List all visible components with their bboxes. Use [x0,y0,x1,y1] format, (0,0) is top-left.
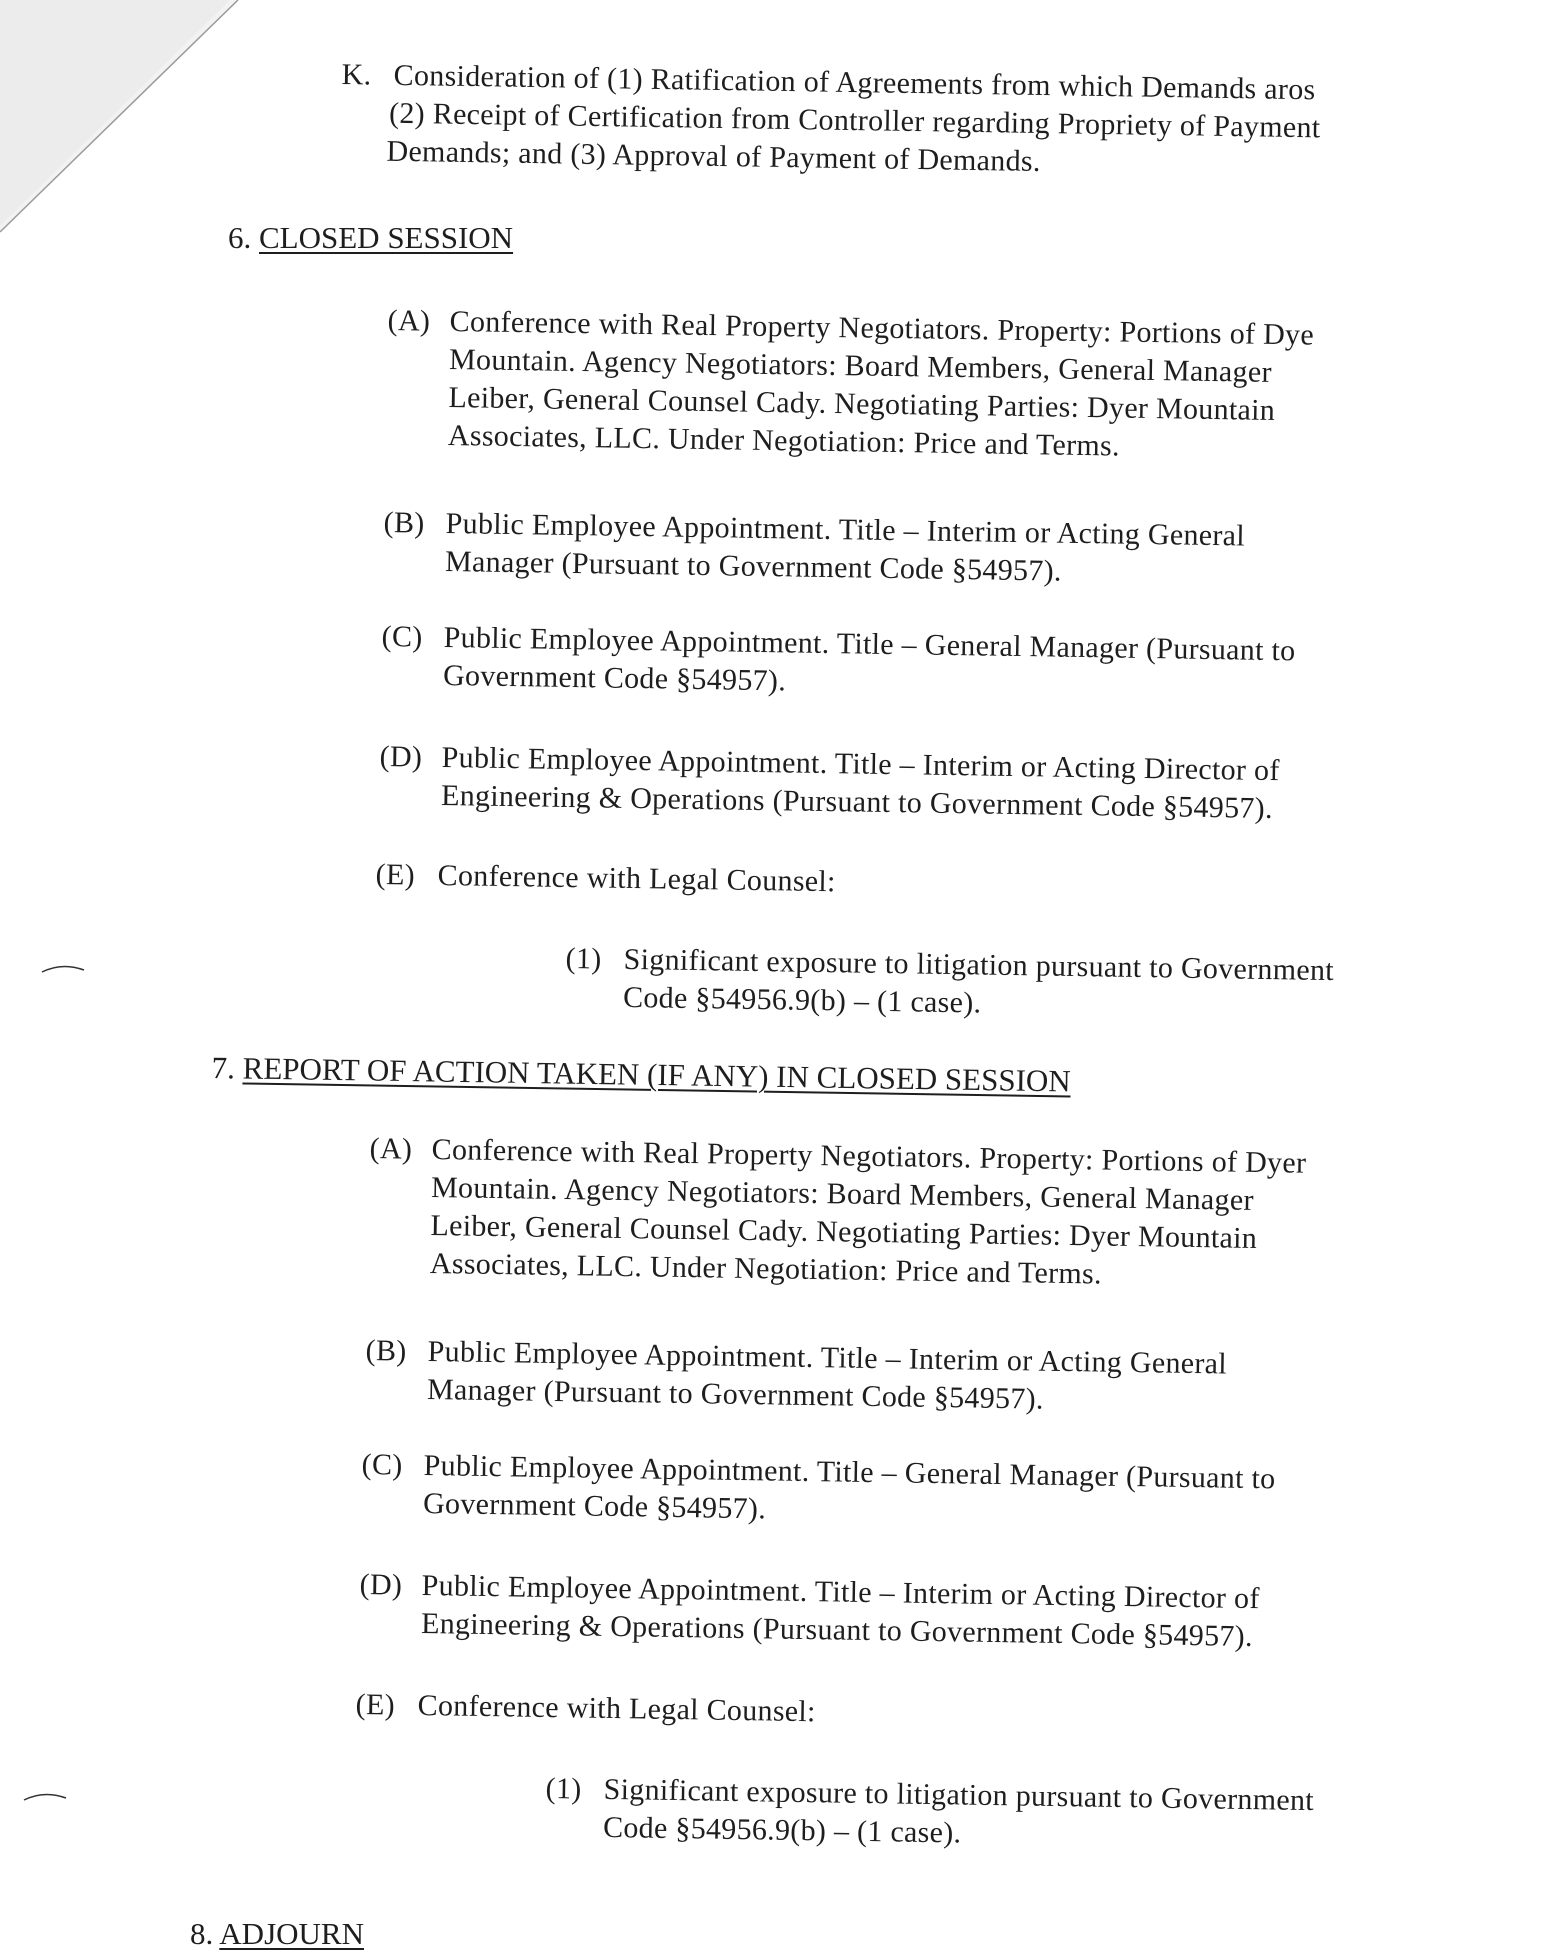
item-line: Conference with Legal Counsel: [437,858,836,899]
item-line: Conference with Real Property Negotiators. Property: Portions of Dyer [431,1132,1307,1180]
item-marker: (E) [375,857,416,892]
item-marker: (A) [369,1131,413,1166]
item-marker: (1) [565,941,602,976]
item-line: Conference with Real Property Negotiators. Property: Portions of Dye [449,304,1315,352]
scan-speck [22,1788,72,1808]
item-line: Conference with Legal Counsel: [417,1688,816,1729]
item-text [417,1687,816,1731]
item-line: Government Code §54957). [422,1486,767,1526]
item-line: Public Employee Appointment. Title – Interim or Acting Director of [421,1568,1260,1616]
folded-page-corner [0,0,240,240]
section-title: ADJOURN [219,1916,364,1951]
item-text [421,1567,1260,1656]
item-line: Significant exposure to litigation pursuant to Government [603,1772,1315,1818]
item-text [603,1771,1314,1858]
item-line: Engineering & Operations (Pursuant to Government Code §54957). [440,778,1274,826]
item-marker: (E) [355,1687,396,1722]
item-text [386,57,1321,186]
item-marker: (1) [545,1771,582,1806]
item-line: Public Employee Appointment. Title – Interim or Acting General [427,1334,1228,1381]
item-marker: (D) [359,1567,403,1602]
section-title: REPORT OF ACTION TAKEN (IF ANY) IN CLOSED SESSION [242,1050,1072,1099]
section-number: 7. [211,1049,236,1086]
section-heading-adjourn [190,1914,364,1954]
section-number: 6. [228,220,252,255]
item-marker: (A) [387,303,431,338]
item-line: Mountain. Agency Negotiators: Board Members, General Manager [430,1170,1255,1217]
item-marker: (C) [381,619,423,654]
item-line: Public Employee Appointment. Title – Interim or Acting General [445,506,1246,553]
item-line: Manager (Pursuant to Government Code §54957). [426,1372,1045,1416]
item-marker: K. [341,57,372,92]
item-text [441,739,1280,828]
item-line: Consideration of (1) Ratification of Agreements from which Demands aros [393,58,1316,107]
item-line: Leiber, General Counsel Cady. Negotiating Parties: Dyer Mountain [430,1208,1258,1255]
item-line: Manager (Pursuant to Government Code §54957). [444,544,1063,588]
item-text [427,1333,1227,1422]
section-heading-closed-session [228,218,513,258]
item-text [430,1131,1307,1297]
item-line: Demands; and (3) Approval of Payment of Demands. [386,134,1041,178]
item-line: Associates, LLC. Under Negotiation: Price and Terms. [447,418,1121,463]
item-line: Code §54956.9(b) – (1 case). [622,980,982,1020]
item-line: (2) Receipt of Certification from Controller regarding Propriety of Payment [388,96,1321,145]
item-line: Mountain. Agency Negotiators: Board Members, General Manager [448,342,1273,389]
item-marker: (D) [379,739,423,774]
item-line: Code §54956.9(b) – (1 case). [602,1810,962,1850]
item-text [623,941,1334,1028]
item-text [423,1447,1276,1536]
item-text [445,505,1245,594]
item-marker: (B) [365,1333,407,1368]
item-line: Associates, LLC. Under Negotiation: Price and Terms. [429,1246,1103,1291]
item-line: Public Employee Appointment. Title – Interim or Acting Director of [441,740,1280,788]
item-line: Government Code §54957). [442,658,787,698]
item-text [443,619,1296,708]
item-marker: (C) [361,1447,403,1482]
item-line: Engineering & Operations (Pursuant to Government Code §54957). [420,1606,1254,1654]
section-number: 8. [190,1916,214,1951]
section-heading-report-of-action [211,1048,1071,1101]
item-line: Public Employee Appointment. Title – General Manager (Pursuant to [423,1448,1276,1496]
item-line: Public Employee Appointment. Title – General Manager (Pursuant to [443,620,1296,668]
item-marker: (B) [383,505,425,540]
section-title: CLOSED SESSION [259,220,514,255]
item-text [437,857,836,901]
scan-speck [40,960,90,980]
item-text [448,303,1315,469]
item-line: Significant exposure to litigation pursuant to Government [623,942,1335,988]
item-line: Leiber, General Counsel Cady. Negotiating Parties: Dyer Mountain [448,380,1276,427]
